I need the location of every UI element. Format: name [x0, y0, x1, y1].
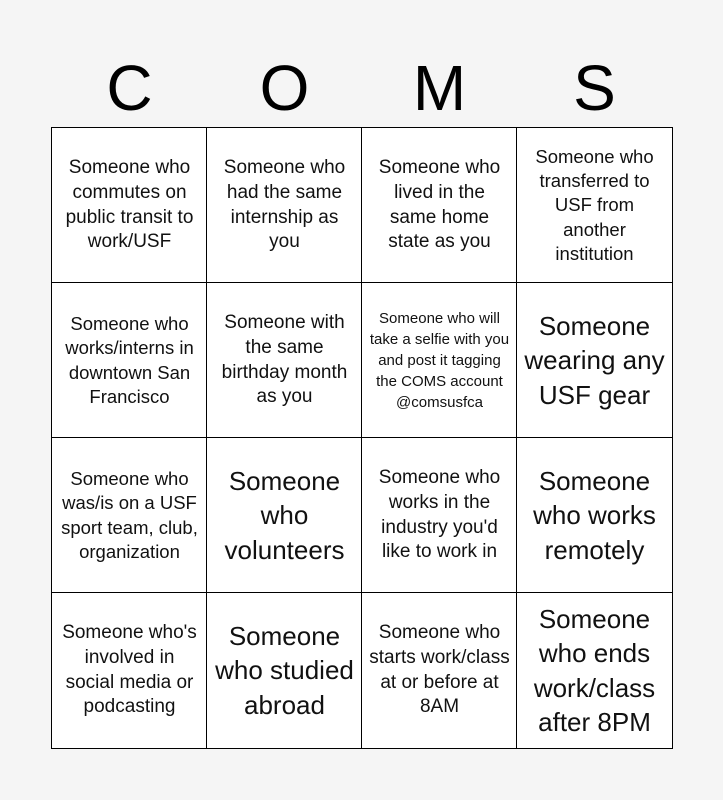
cell-text: Someone wearing any USF gear [524, 311, 665, 410]
bingo-cell-r3c4[interactable] [516, 437, 673, 594]
bingo-cell-r1c4[interactable] [516, 127, 673, 284]
bingo-cell-r1c3[interactable] [361, 127, 518, 284]
header-letter-s: S [573, 52, 616, 124]
cell-text: Someone who will take a selfie with you and post it tagging the COMS account @comsusfca [369, 310, 510, 411]
bingo-cell-r1c1[interactable] [51, 127, 208, 284]
bingo-cell-r4c2[interactable] [206, 592, 363, 749]
bingo-cell-r4c3[interactable] [361, 592, 518, 749]
cell-text: Someone who was/is on a USF sport team, club, organization [61, 468, 198, 562]
cell-text: Someone who volunteers [224, 466, 345, 565]
bingo-cell-r2c4[interactable] [516, 282, 673, 439]
cell-text: Someone who lived in the same home state as you [378, 157, 501, 253]
bingo-cell-r3c1[interactable] [51, 437, 208, 594]
header-letter-m: M [412, 52, 467, 124]
cell-text: Someone who works in the industry you'd like to work in [378, 467, 501, 563]
bingo-cell-r2c1[interactable] [51, 282, 208, 439]
bingo-cell-r4c1[interactable] [51, 592, 208, 749]
header-letter-o: O [259, 52, 310, 124]
bingo-header [52, 48, 672, 128]
cell-text: Someone with the same birthday month as you [221, 312, 348, 408]
cell-text: Someone who had the same internship as you [223, 157, 346, 253]
bingo-cell-r3c3[interactable] [361, 437, 518, 594]
cell-text: Someone who commutes on public transit to work/USF [65, 157, 194, 253]
cell-text: Someone who starts work/class at or before at 8AM [369, 622, 510, 718]
bingo-cell-r3c2[interactable] [206, 437, 363, 594]
cell-text: Someone who studied abroad [215, 621, 354, 720]
bingo-cell-r2c2[interactable] [206, 282, 363, 439]
bingo-cell-r2c3[interactable] [361, 282, 518, 439]
cell-text: Someone who transferred to USF from another institution [535, 146, 654, 264]
cell-text: Someone who works remotely [533, 466, 656, 565]
cell-text: Someone who works/interns in downtown San Francisco [65, 313, 194, 407]
cell-text: Someone who ends work/class after 8PM [533, 603, 656, 737]
bingo-cell-r4c4[interactable] [516, 592, 673, 749]
bingo-board [52, 128, 672, 748]
cell-text: Someone who's involved in social media or podcasting [62, 622, 197, 718]
header-letter-c: C [106, 52, 153, 124]
bingo-cell-r1c2[interactable] [206, 127, 363, 284]
